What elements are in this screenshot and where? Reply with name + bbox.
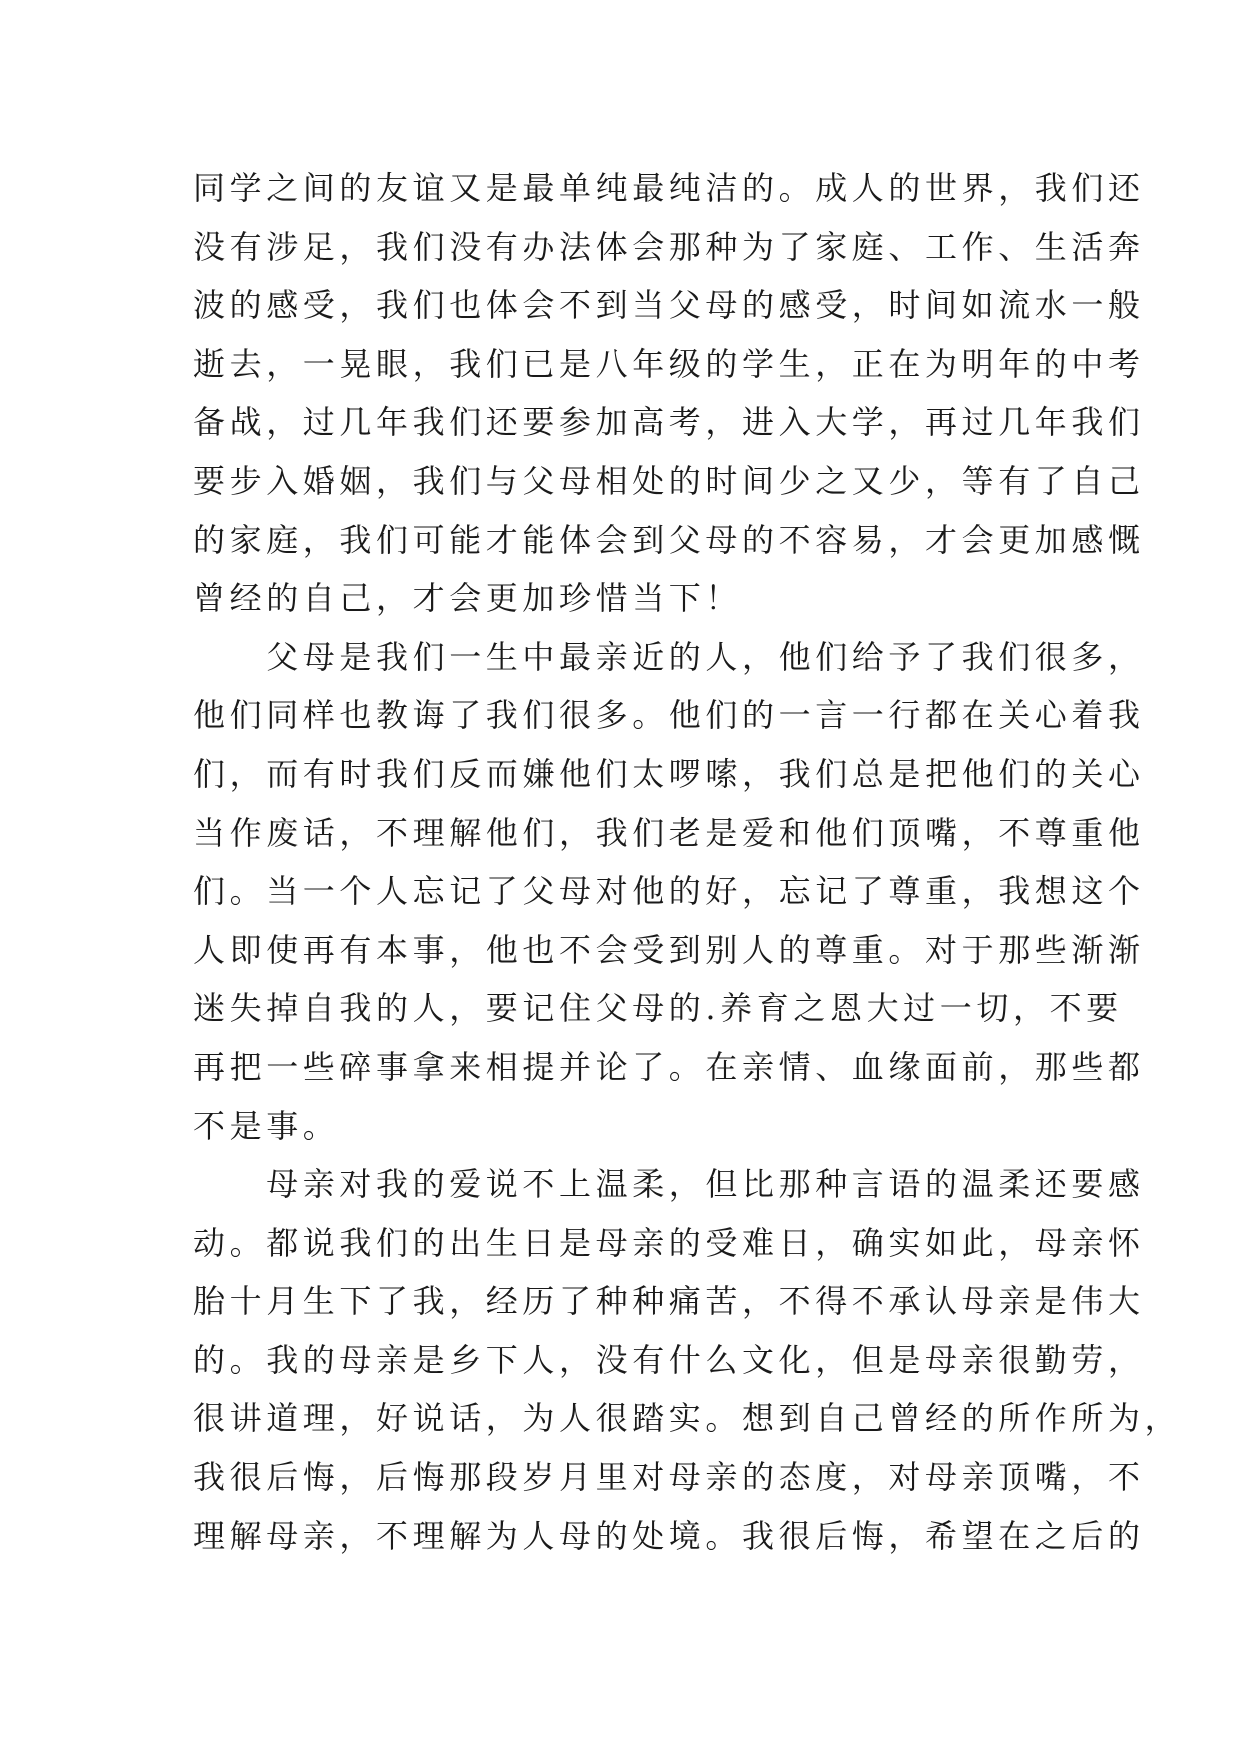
text-line: 他们同样也教诲了我们很多。他们的一言一行都在关心着我	[193, 696, 1145, 735]
text-line: 们。当一个人忘记了父母对他的好，忘记了尊重，我想这个	[193, 872, 1145, 911]
text-line: 父母是我们一生中最亲近的人，他们给予了我们很多，	[193, 637, 1145, 676]
text-line: 人即使再有本事，他也不会受到别人的尊重。对于那些渐渐	[193, 930, 1145, 969]
text-line: 胎十月生下了我，经历了种种痛苦，不得不承认母亲是伟大	[193, 1282, 1145, 1321]
text-line: 不是事。	[193, 1106, 340, 1145]
text-line: 们，而有时我们反而嫌他们太啰嗦，我们总是把他们的关心	[193, 754, 1145, 793]
text-line: 我很后悔，后悔那段岁月里对母亲的态度，对母亲顶嘴，不	[193, 1458, 1145, 1497]
text-line: 备战，过几年我们还要参加高考，进入大学，再过几年我们	[193, 403, 1145, 442]
text-line: 同学之间的友谊又是最单纯最纯洁的。成人的世界，我们还	[193, 169, 1145, 207]
text-line: 理解母亲，不理解为人母的处境。我很后悔，希望在之后的	[193, 1516, 1145, 1555]
text-line: 曾经的自己，才会更加珍惜当下！	[193, 579, 743, 618]
body-text	[193, 159, 1182, 1565]
text-line: 逝去，一晃眼，我们已是八年级的学生，正在为明年的中考	[193, 344, 1145, 383]
text-line: 很讲道理，好说话，为人很踏实。想到自己曾经的所作所为，	[193, 1399, 1182, 1438]
text-line: 没有涉足，我们没有办法体会那种为了家庭、工作、生活奔	[193, 227, 1145, 266]
text-line: 的。我的母亲是乡下人，没有什么文化，但是母亲很勤劳，	[193, 1340, 1145, 1379]
text-line: 动。都说我们的出生日是母亲的受难日，确实如此，母亲怀	[193, 1223, 1145, 1262]
text-line: 再把一些碎事拿来相提并论了。在亲情、血缘面前，那些都	[193, 1047, 1145, 1086]
text-line: 波的感受，我们也体会不到当父母的感受，时间如流水一般	[193, 286, 1145, 325]
text-line: 要步入婚姻，我们与父母相处的时间少之又少，等有了自己	[193, 461, 1145, 500]
text-line: 当作废话，不理解他们，我们老是爱和他们顶嘴，不尊重他	[193, 813, 1145, 852]
text-line: 迷失掉自我的人，要记住父母的.养育之恩大过一切，不要	[193, 989, 1123, 1028]
text-line: 的家庭，我们可能才能体会到父母的不容易，才会更加感慨	[193, 520, 1145, 559]
text-line: 母亲对我的爱说不上温柔，但比那种言语的温柔还要感	[193, 1165, 1145, 1204]
